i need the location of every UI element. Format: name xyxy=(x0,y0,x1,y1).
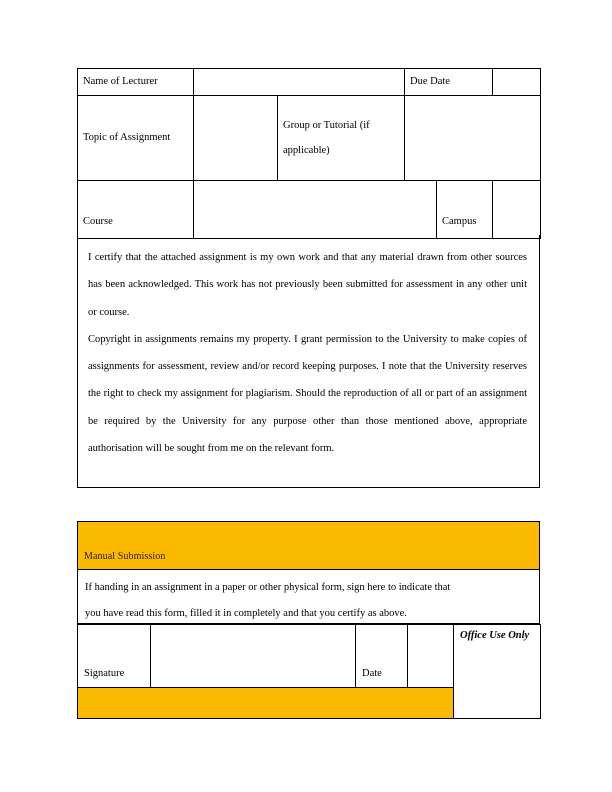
name-of-lecturer-label: Name of Lecturer xyxy=(83,75,158,87)
cell-course-label xyxy=(78,181,194,239)
office-use-only-label: Office Use Only xyxy=(460,630,530,641)
manual-submission-section xyxy=(77,521,540,719)
cell-date-value[interactable] xyxy=(408,625,454,688)
cell-campus-value[interactable] xyxy=(493,181,541,239)
manual-submission-instructions xyxy=(77,570,540,624)
certification-paragraph-2: Copyright in assignments remains my property. I grant permission to the University to make copies of assignments for assessment, review and/or record keeping purposes. I note that the University reserves the right to check my assignment for plagiarism. Should the reproduction of all or part of an assignment be required by the University for any purpose other than those mentioned above, appropriate authorisation will be sought from me on the relevant form. xyxy=(88,333,527,455)
cell-name-of-lecturer-label xyxy=(78,69,194,96)
cell-group-or-tutorial-label xyxy=(278,96,405,181)
table-row-course-campus xyxy=(78,181,541,239)
cell-campus-label xyxy=(437,181,493,239)
cell-due-date-value[interactable] xyxy=(493,69,541,96)
assignment-details-table xyxy=(77,68,541,239)
date-label: Date xyxy=(362,668,382,679)
cell-group-or-tutorial-value[interactable] xyxy=(405,96,541,181)
cell-signature-value[interactable] xyxy=(151,625,356,688)
cell-topic-of-assignment-label xyxy=(78,96,194,181)
certification-statement-box xyxy=(77,235,540,488)
instruction-line-2: you have read this form, filled it in completely and that you certify as above. xyxy=(85,607,407,619)
table-row-lecturer-duedate xyxy=(78,69,541,96)
cell-due-date-label xyxy=(405,69,493,96)
cell-course-value[interactable] xyxy=(194,181,437,239)
cell-office-use-only xyxy=(454,625,541,719)
signature-table xyxy=(77,624,541,719)
cell-date-label xyxy=(356,625,408,688)
manual-submission-title: Manual Submission xyxy=(84,551,166,562)
due-date-label: Due Date xyxy=(410,75,450,87)
cell-name-of-lecturer-value[interactable] xyxy=(194,69,405,96)
manual-submission-header xyxy=(77,521,540,570)
instruction-line-1: If handing in an assignment in a paper or other physical form, sign here to indicate that xyxy=(85,582,451,593)
cell-topic-of-assignment-value[interactable] xyxy=(194,96,278,181)
course-label: Course xyxy=(83,215,113,227)
gold-accent-strip xyxy=(78,688,454,719)
campus-label: Campus xyxy=(442,215,477,227)
group-or-tutorial-label: Group or Tutorial (if applicable) xyxy=(283,119,370,156)
table-row-signature xyxy=(78,625,541,688)
table-row-topic-group xyxy=(78,96,541,181)
signature-label: Signature xyxy=(84,668,125,679)
cell-signature-label xyxy=(78,625,151,688)
certification-paragraph-1: I certify that the attached assignment is my own work and that any material drawn from other sources has been acknowledged. This work has not previously been submitted for assessment in any other unit or course. xyxy=(88,252,527,318)
topic-of-assignment-label: Topic of Assignment xyxy=(83,131,171,143)
